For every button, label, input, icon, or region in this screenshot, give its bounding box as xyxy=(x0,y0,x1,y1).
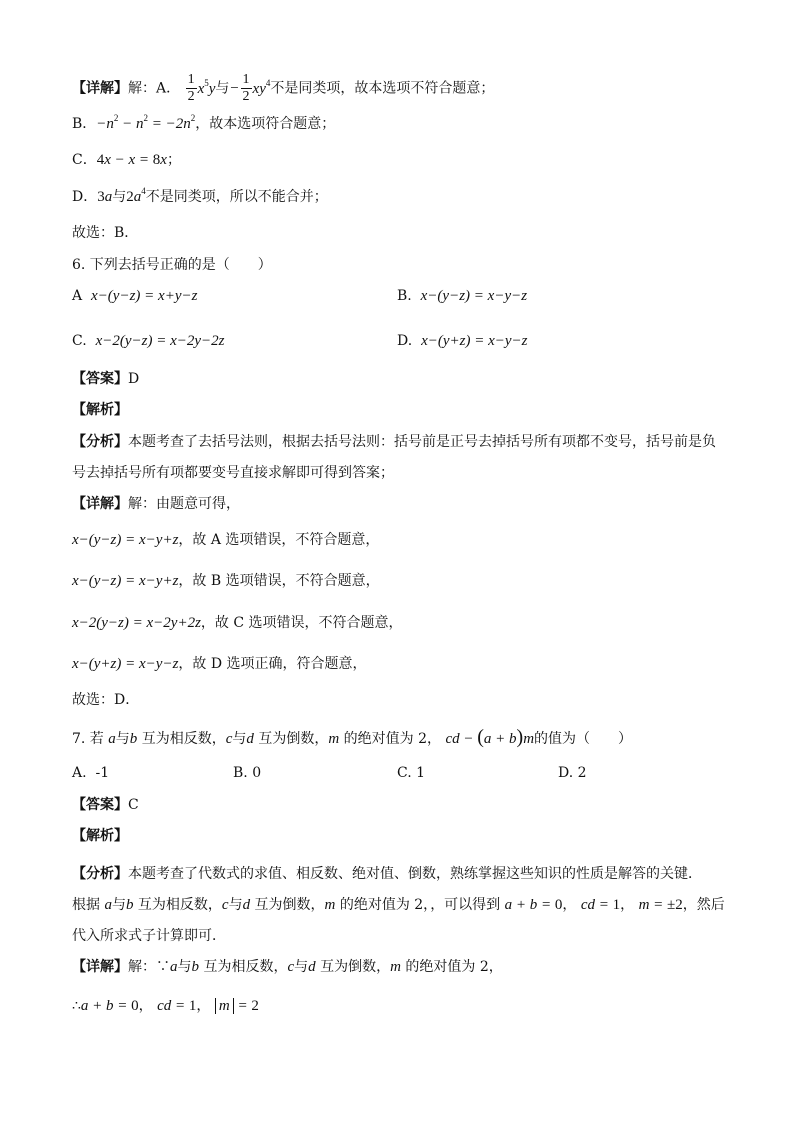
q6-option-d: D. x−(y+z) = x−y−z xyxy=(397,333,528,349)
option-expr: x−(y−z) = x+y−z xyxy=(91,288,198,304)
option-label: B． xyxy=(72,116,97,132)
q7-answer xyxy=(72,795,139,815)
q6-option-c: C. x−2(y−z) = x−2y−2z xyxy=(72,333,225,349)
q6-analysis-line1: 【分析】本题考查了去括号法则，根据去括号法则：括号前是正号去掉括号所有项都不变号，括号前是负 xyxy=(72,434,716,450)
detail-tag: 【详解】 xyxy=(72,496,128,512)
q5-d-text: 不是同类项，所以不能合并； xyxy=(145,189,328,205)
q5-detail-line-a: 【详解】解：A． $\frac{1}{2}$ $x^5y$与− $\frac{1}{2}$ $xy^4$不是同类项，故本选项不符合题意； xyxy=(72,72,495,104)
q6-step-c: x−2(y−z) = x−2y+2z，故 C 选项错误，不符合题意， xyxy=(72,615,403,631)
q5-choose: 故选：B． xyxy=(72,225,139,241)
q7-analysis-line1: 【分析】本题考查了代数式的求值、相反数、绝对值、倒数，熟练掌握这些知识的性质是解答的关键． xyxy=(72,866,702,882)
math-expr-cd: cd − (a + b)m xyxy=(445,726,535,748)
q7-option-b: B. 0 xyxy=(233,765,262,781)
q7-option-c: C. 1 xyxy=(397,765,426,781)
answer-tag: 【答案】 xyxy=(72,797,128,813)
math-term-xy4: $xy^4$ xyxy=(252,77,271,97)
q5-d-line: D．3a与$2a^4$不是同类项，所以不能合并； xyxy=(72,186,328,205)
q7-detail: 【详解】解：∵a与b 互为相反数，c与d 互为倒数，m 的绝对值为 2， xyxy=(72,959,503,975)
math-term-2a4: $2a^4$ xyxy=(126,186,146,205)
math-term-x5y: $x^5y$ xyxy=(197,77,216,97)
answer-value: D xyxy=(128,371,140,387)
detail-lead: 解：A． xyxy=(128,80,181,97)
q7-analysis-line2: 根据 a与b 互为相反数，c与d 互为倒数，m 的绝对值为 2，，可以得到 a + b = 0， cd = 1， m = ±2，然后 xyxy=(72,897,725,913)
fraction-one-half: $\frac{1}{2}$ xyxy=(187,72,195,104)
option-label: C． xyxy=(72,152,97,168)
q5-b-line xyxy=(72,114,335,134)
option-expr: x−(y−z) = x−y−z xyxy=(420,288,528,304)
q7-option-a: A. -1 xyxy=(72,765,110,781)
q6-choose: 故选：D． xyxy=(72,692,140,708)
fraction-one-half-neg: $\frac{1}{2}$ xyxy=(242,72,250,104)
math-expr-c: 4x − x = 8x xyxy=(96,152,167,168)
option-expr: x−2(y−z) = x−2y−2z xyxy=(95,333,225,349)
answer-value: C xyxy=(128,797,139,813)
q6-analysis-tag: 【解析】 xyxy=(72,402,128,418)
analysis-head: 【分析】 xyxy=(72,866,128,882)
answer-tag: 【答案】 xyxy=(72,371,128,387)
q6-step-d: x−(y+z) = x−y−z，故 D 选项正确，符合题意， xyxy=(72,656,367,672)
q7-analysis-tag: 【解析】 xyxy=(72,828,128,844)
q7-option-d: D. 2 xyxy=(558,765,587,781)
q7-therefore-line: ∴a + b = 0， cd = 1， m = 2 xyxy=(72,998,259,1014)
q6-step-b: x−(y−z) = x−y+z，故 B 选项错误，不符合题意， xyxy=(72,573,380,589)
q6-step-a: x−(y−z) = x−y+z，故 A 选项错误，不符合题意， xyxy=(72,532,380,548)
q6-stem: 6. 下列去括号正确的是（ ） xyxy=(72,257,272,273)
detail-tag: 【详解】 xyxy=(72,959,128,975)
q5-c-line: C．4x − x = 8x； xyxy=(72,152,181,168)
q5-b-text: ，故本选项符合题意； xyxy=(195,116,336,132)
math-expr-b: $-n^2 - n^2 = -2n^2$ xyxy=(96,113,196,132)
q6-analysis-line2: 号去掉括号所有项都要变号直接求解即可得到答案； xyxy=(72,465,394,481)
q6-option-a: A x−(y−z) = x+y−z xyxy=(72,288,198,304)
math-term-3a: 3a xyxy=(97,189,113,205)
q6-option-b: B. x−(y−z) = x−y−z xyxy=(397,288,528,304)
q7-stem: 7. 若 a与b 互为相反数，c与d 互为倒数，m 的绝对值为 2， cd − (a + b)m的值为（ ） xyxy=(72,726,633,748)
q6-detail: 【详解】解：由题意可得， xyxy=(72,496,240,512)
detail-tag: 【详解】 xyxy=(72,80,128,97)
analysis-head: 【分析】 xyxy=(72,434,128,450)
option-expr: x−(y+z) = x−y−z xyxy=(421,333,528,349)
option-label: D． xyxy=(72,189,98,205)
q5-a-text: 不是同类项，故本选项不符合题意； xyxy=(270,80,495,97)
q6-answer xyxy=(72,369,139,389)
q7-analysis-line3: 代入所求式子计算即可． xyxy=(72,928,226,944)
